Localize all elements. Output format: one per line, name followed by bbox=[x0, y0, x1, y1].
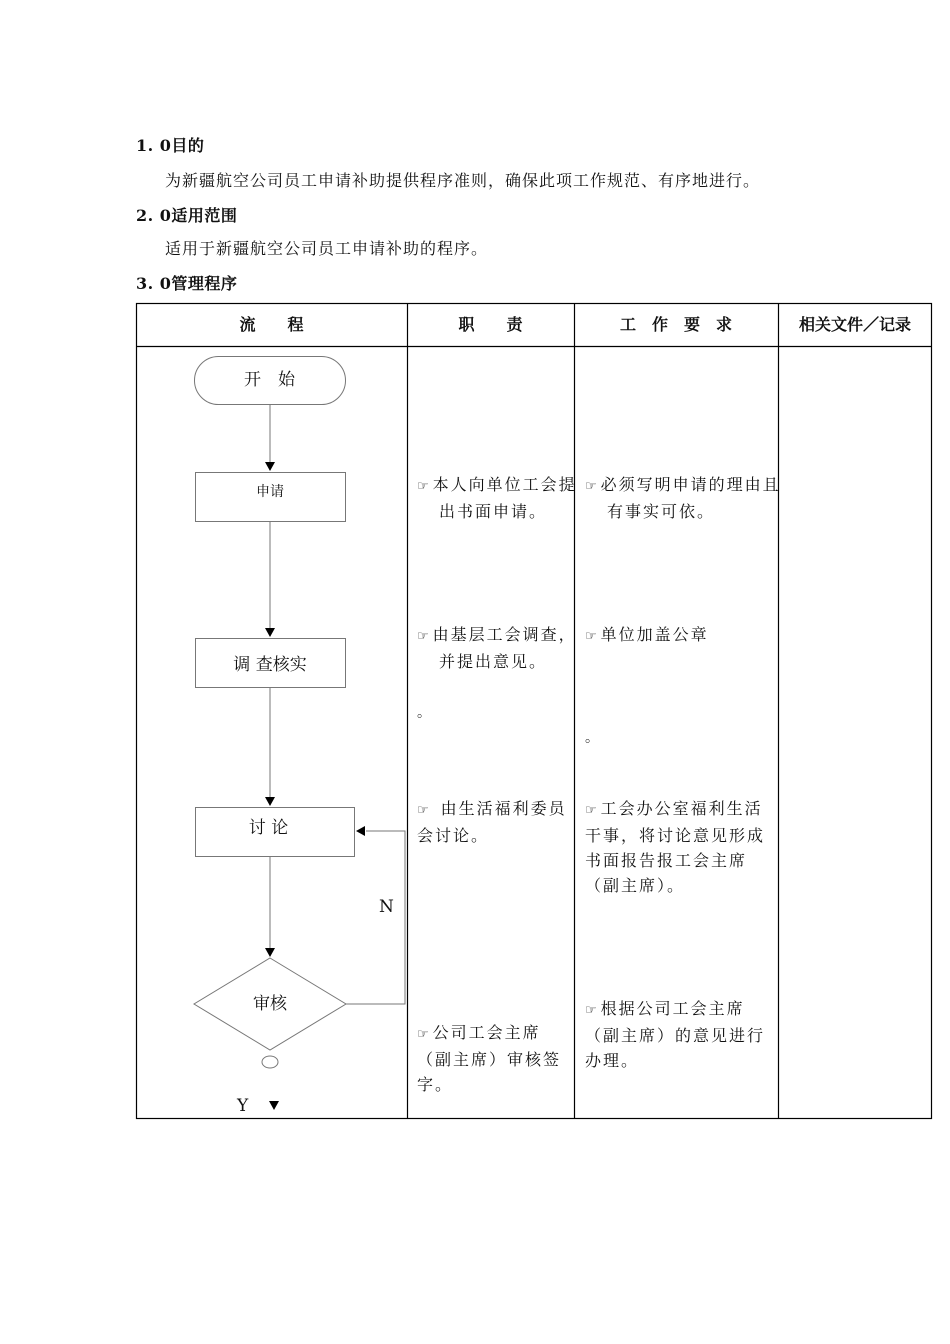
flow-start-label: 开 始 bbox=[244, 370, 295, 390]
section-3-heading: 3. 0管理程序 bbox=[136, 274, 238, 293]
header-requirements: 工 作 要 求 bbox=[619, 315, 732, 334]
pointer-icon: ☞ bbox=[585, 629, 599, 644]
requirement-review bbox=[585, 996, 773, 1073]
requirement-apply bbox=[585, 472, 795, 524]
flow-apply-label: 申请 bbox=[256, 484, 284, 500]
flow-connector bbox=[262, 1056, 278, 1068]
header-duties: 职 责 bbox=[458, 315, 523, 334]
section-2-body: 适用于新疆航空公司员工申请补助的程序。 bbox=[165, 239, 489, 258]
flow-review-label: 审核 bbox=[253, 994, 287, 1014]
duty-investigate-text: 由基层工会调查，并提出意见。 bbox=[432, 625, 577, 671]
duty-investigate bbox=[417, 622, 589, 674]
flow-yes-label: Y bbox=[237, 1096, 249, 1116]
requirement-discuss-text: 工会办公室福利生活干事，将讨论意见形成书面报告报工会主席（副主席）。 bbox=[585, 799, 766, 895]
header-flow: 流 程 bbox=[239, 315, 304, 334]
section-2-heading: 2. 0适用范围 bbox=[136, 206, 238, 225]
requirement-discuss bbox=[585, 796, 773, 898]
pointer-icon: ☞ bbox=[585, 479, 599, 494]
header-related-records: 相关文件／记录 bbox=[798, 315, 911, 334]
flow-no-label: N bbox=[379, 897, 394, 917]
duty-apply bbox=[417, 472, 589, 524]
flow-discuss-label: 讨 论 bbox=[248, 818, 289, 838]
requirement-review-text: 根据公司工会主席（副主席）的意见进行办理。 bbox=[585, 999, 766, 1070]
duty-discuss bbox=[417, 796, 567, 848]
duty-review-text: 公司工会主席（副主席）审核签字。 bbox=[417, 1023, 562, 1094]
duty-discuss-text: 由生活福利委员会讨论。 bbox=[417, 799, 567, 845]
pointer-icon: ☞ bbox=[417, 629, 431, 644]
pointer-icon: ☞ bbox=[417, 1027, 431, 1042]
section-1-body: 为新疆航空公司员工申请补助提供程序准则，确保此项工作规范、有序地进行。 bbox=[165, 171, 761, 190]
pointer-icon: ☞ bbox=[585, 803, 599, 818]
duty-review bbox=[417, 1020, 567, 1097]
requirement-apply-text: 必须写明申请的理由且有事实可依。 bbox=[600, 475, 781, 521]
requirement-investigate bbox=[585, 622, 773, 649]
pointer-icon: ☞ bbox=[417, 479, 431, 494]
requirement-investigate-text: 单位加盖公章 bbox=[600, 625, 709, 644]
stray-mark: 。 bbox=[417, 705, 431, 721]
flow-investigate-label: 调 查核实 bbox=[233, 655, 307, 675]
duty-apply-text: 本人向单位工会提出书面申请。 bbox=[432, 475, 577, 521]
stray-mark: 。 bbox=[585, 730, 599, 746]
pointer-icon: ☞ bbox=[585, 1003, 599, 1018]
section-1-heading: 1. 0目的 bbox=[136, 136, 205, 155]
pointer-icon: ☞ bbox=[417, 803, 431, 818]
